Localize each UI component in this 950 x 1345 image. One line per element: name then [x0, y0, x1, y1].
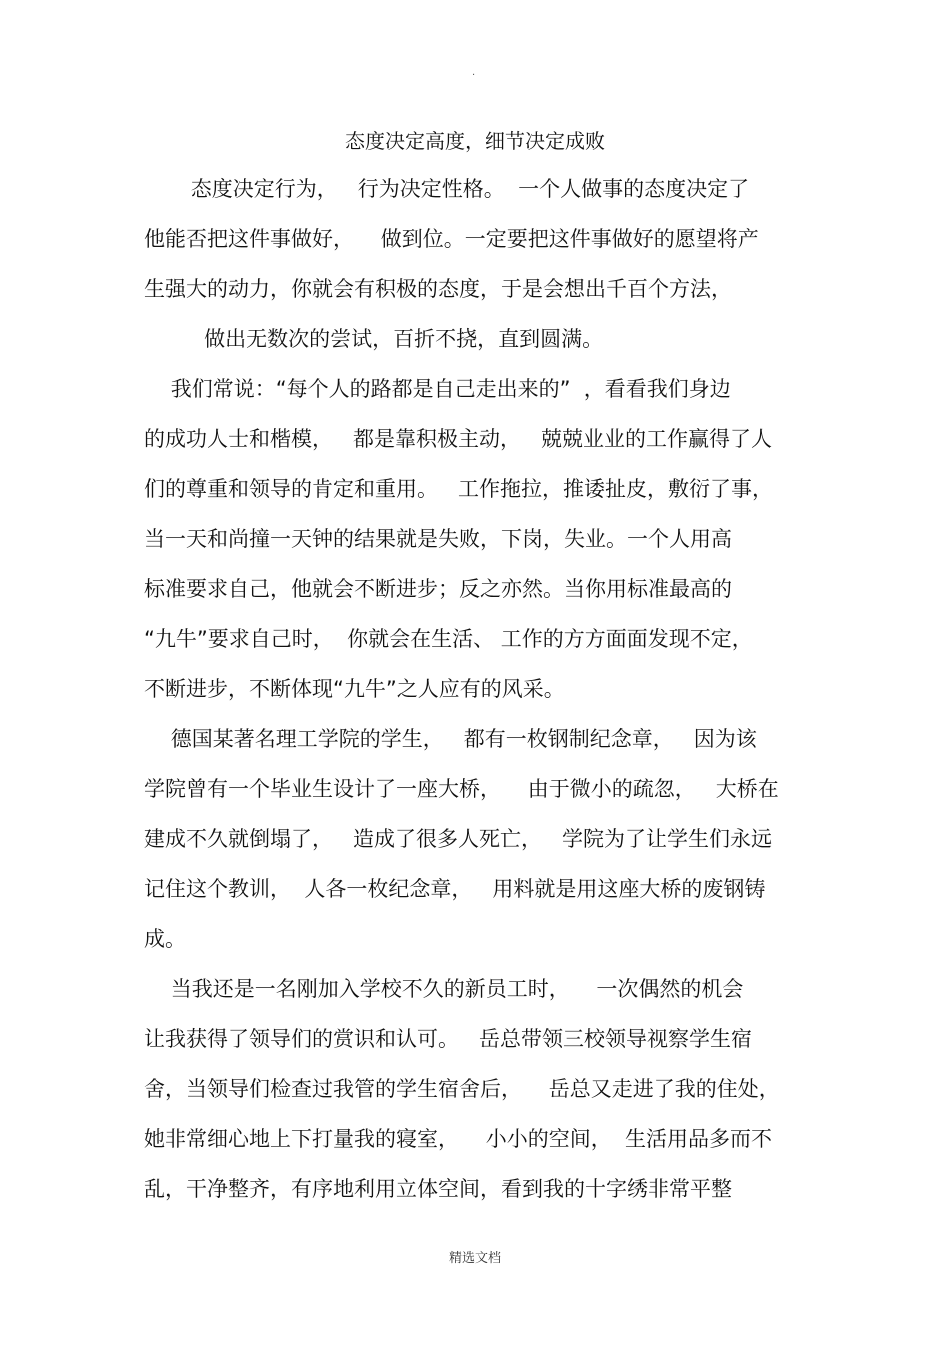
header-mark: ·	[472, 70, 476, 81]
text-line: 的成功人士和楷模， 都是靠积极主动， 兢兢业业的工作赢得了人	[144, 427, 773, 451]
text-line: 当一天和尚撞一天钟的结果就是失败，下岗，失业。一个人用高	[144, 527, 732, 551]
text-line: 他能否把这件事做好， 做到位。一定要把这件事做好的愿望将产	[144, 227, 759, 251]
text-line: 乱，干净整齐，有序地利用立体空间，看到我的十字绣非常平整	[144, 1177, 732, 1201]
text-line: 当我还是一名刚加入学校不久的新员工时， 一次偶然的机会	[144, 977, 744, 1001]
text-line: 态度决定行为， 行为决定性格。 一个人做事的态度决定了	[144, 177, 750, 201]
text-line: 标准要求自己，他就会不断进步；反之亦然。当你用标准最高的	[144, 577, 732, 601]
text-line: 我们常说：“每个人的路都是自己走出来的” ，看看我们身边	[144, 377, 731, 401]
document-title: 态度决定高度，细节决定成败	[345, 129, 605, 153]
text-line: 生强大的动力，你就会有积极的态度，于是会想出千百个方法，	[144, 277, 732, 301]
text-line: 舍，当领导们检查过我管的学生宿舍后， 岳总又走进了我的住处，	[144, 1077, 780, 1101]
page-footer: 精选文档	[448, 1251, 501, 1266]
text-line: 她非常细心地上下打量我的寝室， 小小的空间， 生活用品多而不	[144, 1127, 773, 1151]
text-line: 学院曾有一个毕业生设计了一座大桥， 由于微小的疏忽， 大桥在	[144, 777, 779, 801]
text-line: 做出无数次的尝试，百折不挠，直到圆满。	[144, 327, 604, 351]
text-line: 建成不久就倒塌了， 造成了很多人死亡， 学院为了让学生们永远	[144, 827, 773, 851]
text-line: 德国某著名理工学院的学生， 都有一枚钢制纪念章， 因为该	[144, 727, 757, 751]
text-line: 让我获得了领导们的赏识和认可。 岳总带领三校领导视察学生宿	[144, 1027, 753, 1051]
text-line: 们的尊重和领导的肯定和重用。 工作拖拉，推诿扯皮，敷衍了事，	[144, 477, 774, 501]
text-line: 不断进步，不断体现“九牛”之人应有的风采。	[144, 677, 565, 701]
text-line: 成。	[144, 927, 186, 951]
text-line: 记住这个教训， 人各一枚纪念章， 用料就是用这座大桥的废钢铸	[144, 877, 766, 901]
text-line: “九牛”要求自己时， 你就会在生活、 工作的方方面面发现不定，	[144, 627, 753, 651]
